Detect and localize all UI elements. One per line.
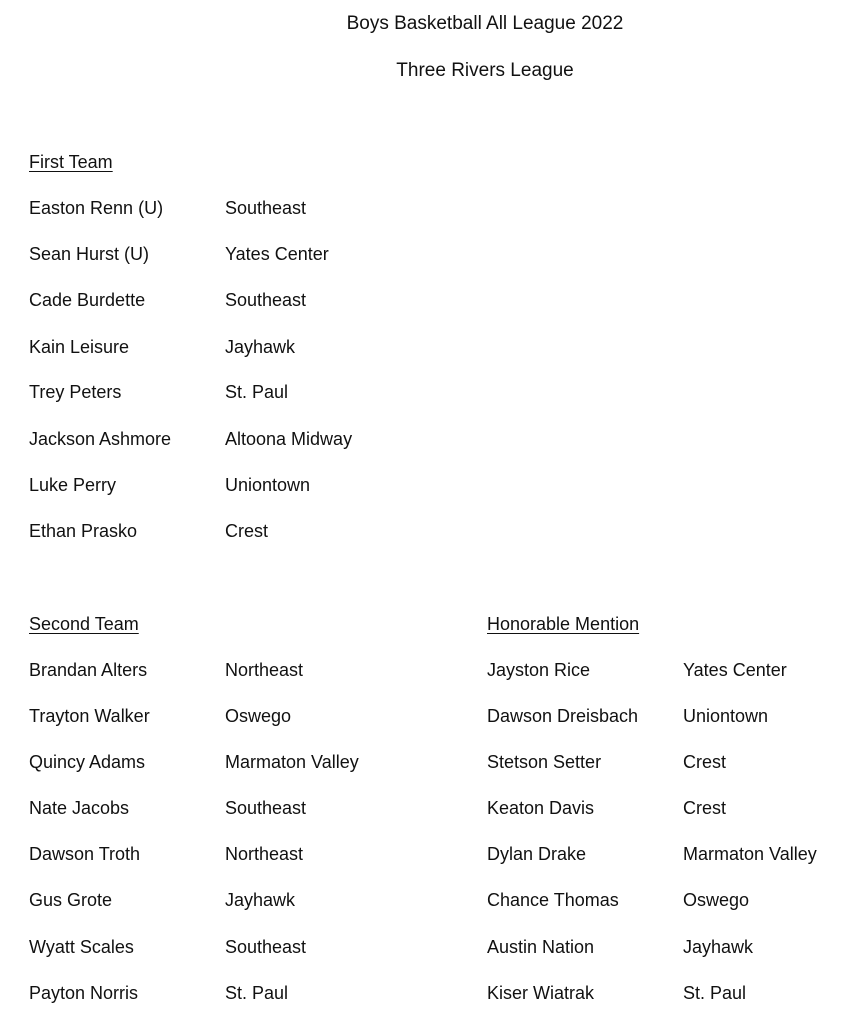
player-name: Kain Leisure bbox=[29, 337, 130, 357]
player-school: Yates Center bbox=[683, 660, 787, 680]
document-title: Boys Basketball All League 2022 bbox=[346, 13, 624, 34]
player-school: Crest bbox=[225, 521, 269, 541]
second-team-heading: Second Team bbox=[29, 614, 139, 634]
player-name: Wyatt Scales bbox=[29, 937, 134, 957]
player-name: Quincy Adams bbox=[29, 752, 146, 772]
player-school: Jayhawk bbox=[225, 890, 296, 910]
player-school: Southeast bbox=[225, 290, 307, 310]
player-school: St. Paul bbox=[225, 983, 289, 1003]
player-name: Sean Hurst (U) bbox=[29, 244, 150, 264]
player-name: Dylan Drake bbox=[487, 844, 587, 864]
player-school: Marmaton Valley bbox=[225, 752, 359, 772]
player-name: Easton Renn (U) bbox=[29, 198, 164, 218]
player-name: Jackson Ashmore bbox=[29, 429, 172, 449]
player-school: Uniontown bbox=[683, 706, 769, 726]
player-name: Ethan Prasko bbox=[29, 521, 138, 541]
player-name: Luke Perry bbox=[29, 475, 117, 495]
player-school: Uniontown bbox=[225, 475, 311, 495]
player-school: St. Paul bbox=[225, 382, 289, 402]
player-school: Jayhawk bbox=[225, 337, 296, 357]
player-school: St. Paul bbox=[683, 983, 747, 1003]
player-school: Marmaton Valley bbox=[683, 844, 817, 864]
player-name: Payton Norris bbox=[29, 983, 139, 1003]
player-school: Yates Center bbox=[225, 244, 329, 264]
player-name: Trey Peters bbox=[29, 382, 122, 402]
player-name: Chance Thomas bbox=[487, 890, 619, 910]
first-team-heading: First Team bbox=[29, 152, 113, 172]
player-school: Southeast bbox=[225, 798, 307, 818]
player-name: Jayston Rice bbox=[487, 660, 591, 680]
player-school: Northeast bbox=[225, 844, 304, 864]
league-subtitle: Three Rivers League bbox=[396, 60, 574, 81]
player-school: Jayhawk bbox=[683, 937, 754, 957]
player-name: Dawson Troth bbox=[29, 844, 141, 864]
player-school: Southeast bbox=[225, 198, 307, 218]
player-school: Altoona Midway bbox=[225, 429, 353, 449]
player-school: Southeast bbox=[225, 937, 307, 957]
player-name: Brandan Alters bbox=[29, 660, 148, 680]
player-name: Kiser Wiatrak bbox=[487, 983, 595, 1003]
player-school: Oswego bbox=[683, 890, 750, 910]
player-name: Austin Nation bbox=[487, 937, 595, 957]
player-name: Keaton Davis bbox=[487, 798, 595, 818]
player-school: Crest bbox=[683, 752, 727, 772]
player-school: Crest bbox=[683, 798, 727, 818]
player-name: Nate Jacobs bbox=[29, 798, 130, 818]
honorable-mention-heading: Honorable Mention bbox=[487, 614, 640, 634]
player-name: Trayton Walker bbox=[29, 706, 150, 726]
player-name: Gus Grote bbox=[29, 890, 113, 910]
player-school: Northeast bbox=[225, 660, 304, 680]
player-name: Cade Burdette bbox=[29, 290, 146, 310]
player-name: Dawson Dreisbach bbox=[487, 706, 639, 726]
player-name: Stetson Setter bbox=[487, 752, 602, 772]
player-school: Oswego bbox=[225, 706, 292, 726]
